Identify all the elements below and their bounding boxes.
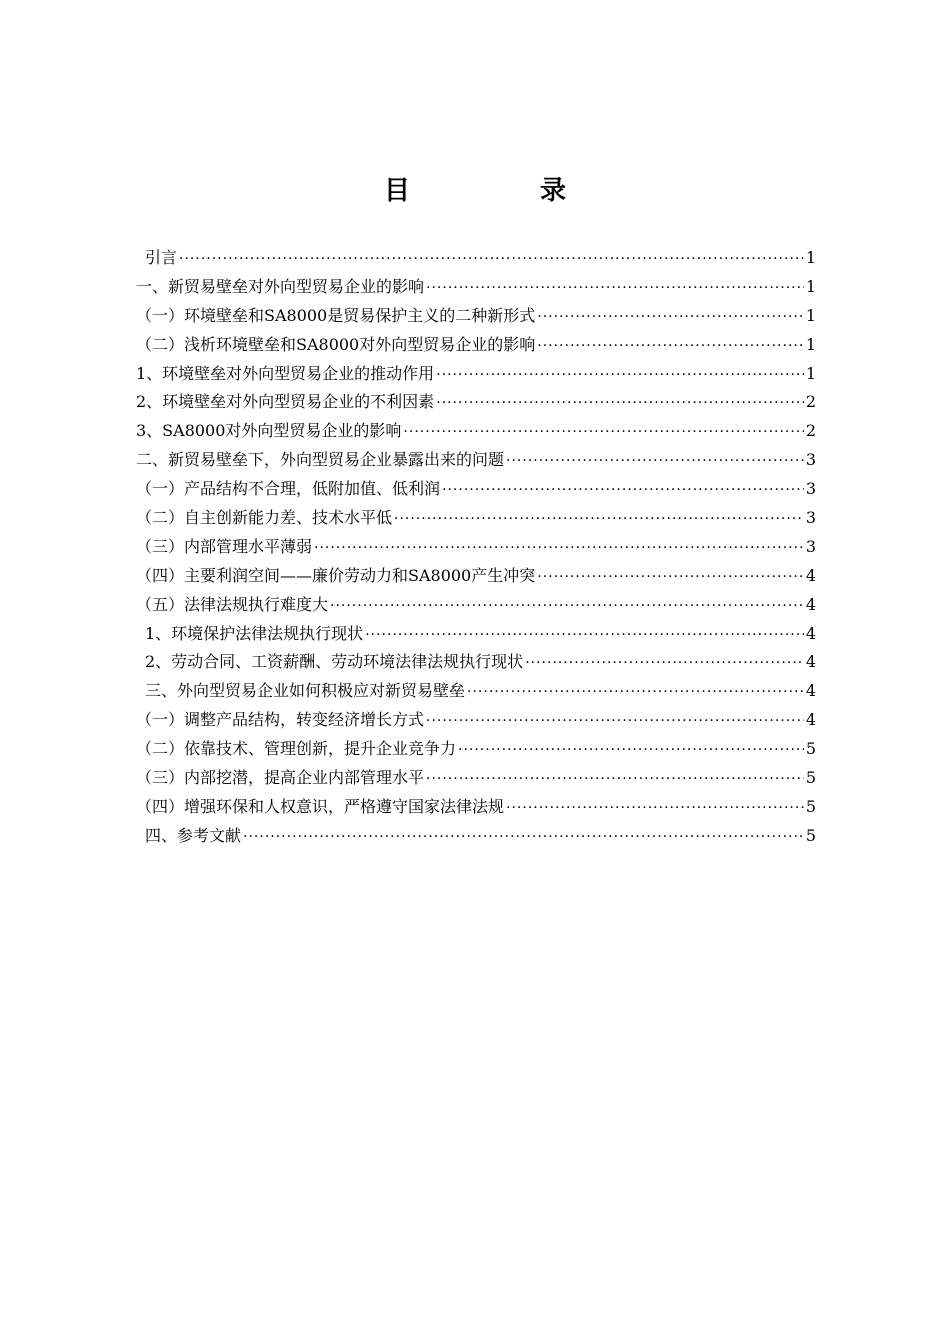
toc-dot-leader [525,649,804,678]
toc-entry-text: 2、劳动合同、工资薪酬、劳动环境法律法规执行现状 [145,652,524,672]
toc-entry-text: 1、环境保护法律法规执行现状 [145,623,364,643]
toc-dot-leader [436,361,804,390]
toc-entry [136,764,816,793]
toc-entry-page-number: 5 [805,739,816,759]
toc-dot-leader [537,332,804,361]
toc-dot-leader [458,736,804,765]
toc-entry [136,677,816,706]
toc-entry-page-number: 2 [805,421,816,441]
toc-entry-page-number: 1 [805,276,816,296]
toc-dot-leader [403,418,803,447]
toc-entry-text: （四）增强环保和人权意识，严格遵守国家法律法规 [136,796,505,816]
toc-dot-leader [426,274,804,303]
toc-entry [136,331,816,360]
toc-dot-leader [537,303,804,332]
toc-entry-text: 引言 [145,248,178,267]
toc-entry [136,504,816,533]
toc-entry [136,446,816,475]
toc-dot-leader [467,678,804,707]
toc-dot-leader [506,794,804,823]
toc-entry-page-number: 1 [805,248,816,267]
toc-entry-page-number: 4 [805,594,816,614]
toc-entry-page-number: 3 [805,536,816,556]
toc-entry-text: （二）依靠技术、管理创新，提升企业竞争力 [136,739,457,759]
toc-entry [136,735,816,764]
toc-entry [136,360,816,389]
toc-entry [136,273,816,302]
toc-entry [136,388,816,417]
toc-entry [136,822,816,851]
toc-entry [136,475,816,504]
toc-dot-leader [394,505,804,534]
toc-entry [136,793,816,822]
toc-entry [136,706,816,735]
toc-dot-leader [426,707,804,736]
toc-dot-leader [179,245,804,274]
toc-dot-leader [442,476,804,505]
toc-entry-text: （四）主要利润空间——廉价劳动力和SA8000产生冲突 [136,565,536,585]
toc-entry-page-number: 5 [805,825,816,845]
toc-dot-leader [314,534,804,563]
toc-entry-page-number: 1 [805,363,816,383]
toc-entry [136,244,816,273]
toc-entry-page-number: 5 [805,768,816,788]
toc-entry-page-number: 1 [805,305,816,325]
toc-entry-page-number: 3 [805,479,816,499]
toc-entry-text: （一）产品结构不合理，低附加值、低利润 [136,479,441,499]
toc-dot-leader [426,765,804,794]
toc-entry-page-number: 4 [805,681,816,701]
toc-dot-leader [537,563,804,592]
toc-entry [136,591,816,620]
toc-entry [136,620,816,649]
toc-entry [136,417,816,446]
toc-entry-text: （一）环境壁垒和SA8000是贸易保护主义的二种新形式 [136,305,536,325]
toc-dot-leader [365,621,804,650]
toc-entry-text: （三）内部管理水平薄弱 [136,536,313,556]
toc-entry-text: （二）自主创新能力差、技术水平低 [136,508,393,528]
toc-dot-leader [436,389,804,418]
toc-entry-page-number: 2 [805,392,816,412]
toc-dot-leader [243,823,804,852]
toc-entry [136,533,816,562]
toc-entry-text: 二、新贸易壁垒下，外向型贸易企业暴露出来的问题 [136,450,505,470]
toc-entry-text: （一）调整产品结构，转变经济增长方式 [136,710,425,730]
toc-dot-leader [506,447,804,476]
toc-title: 目 录 [383,176,618,206]
table-of-contents [136,244,816,851]
toc-dot-leader [330,592,804,621]
toc-entry [136,562,816,591]
toc-entry-text: （二）浅析环境壁垒和SA8000对外向型贸易企业的影响 [136,334,536,354]
toc-entry-page-number: 3 [805,450,816,470]
toc-entry [136,648,816,677]
toc-entry-text: 1、环境壁垒对外向型贸易企业的推动作用 [136,363,435,383]
toc-entry-page-number: 4 [805,565,816,585]
toc-entry-page-number: 1 [805,334,816,354]
toc-entry-text: 三、外向型贸易企业如何积极应对新贸易壁垒 [145,681,466,701]
toc-entry-page-number: 4 [805,710,816,730]
toc-entry-text: （三）内部挖潜，提高企业内部管理水平 [136,768,425,788]
toc-entry-text: （五）法律法规执行难度大 [136,594,329,614]
toc-entry-page-number: 4 [805,652,816,672]
toc-entry-text: 四、参考文献 [145,825,242,845]
toc-entry [136,302,816,331]
toc-entry-page-number: 5 [805,796,816,816]
toc-entry-text: 2、环境壁垒对外向型贸易企业的不利因素 [136,392,435,412]
toc-entry-page-number: 3 [805,508,816,528]
toc-entry-text: 一、新贸易壁垒对外向型贸易企业的影响 [136,276,425,296]
toc-entry-text: 3、SA8000对外向型贸易企业的影响 [136,421,402,441]
toc-entry-page-number: 4 [805,623,816,643]
